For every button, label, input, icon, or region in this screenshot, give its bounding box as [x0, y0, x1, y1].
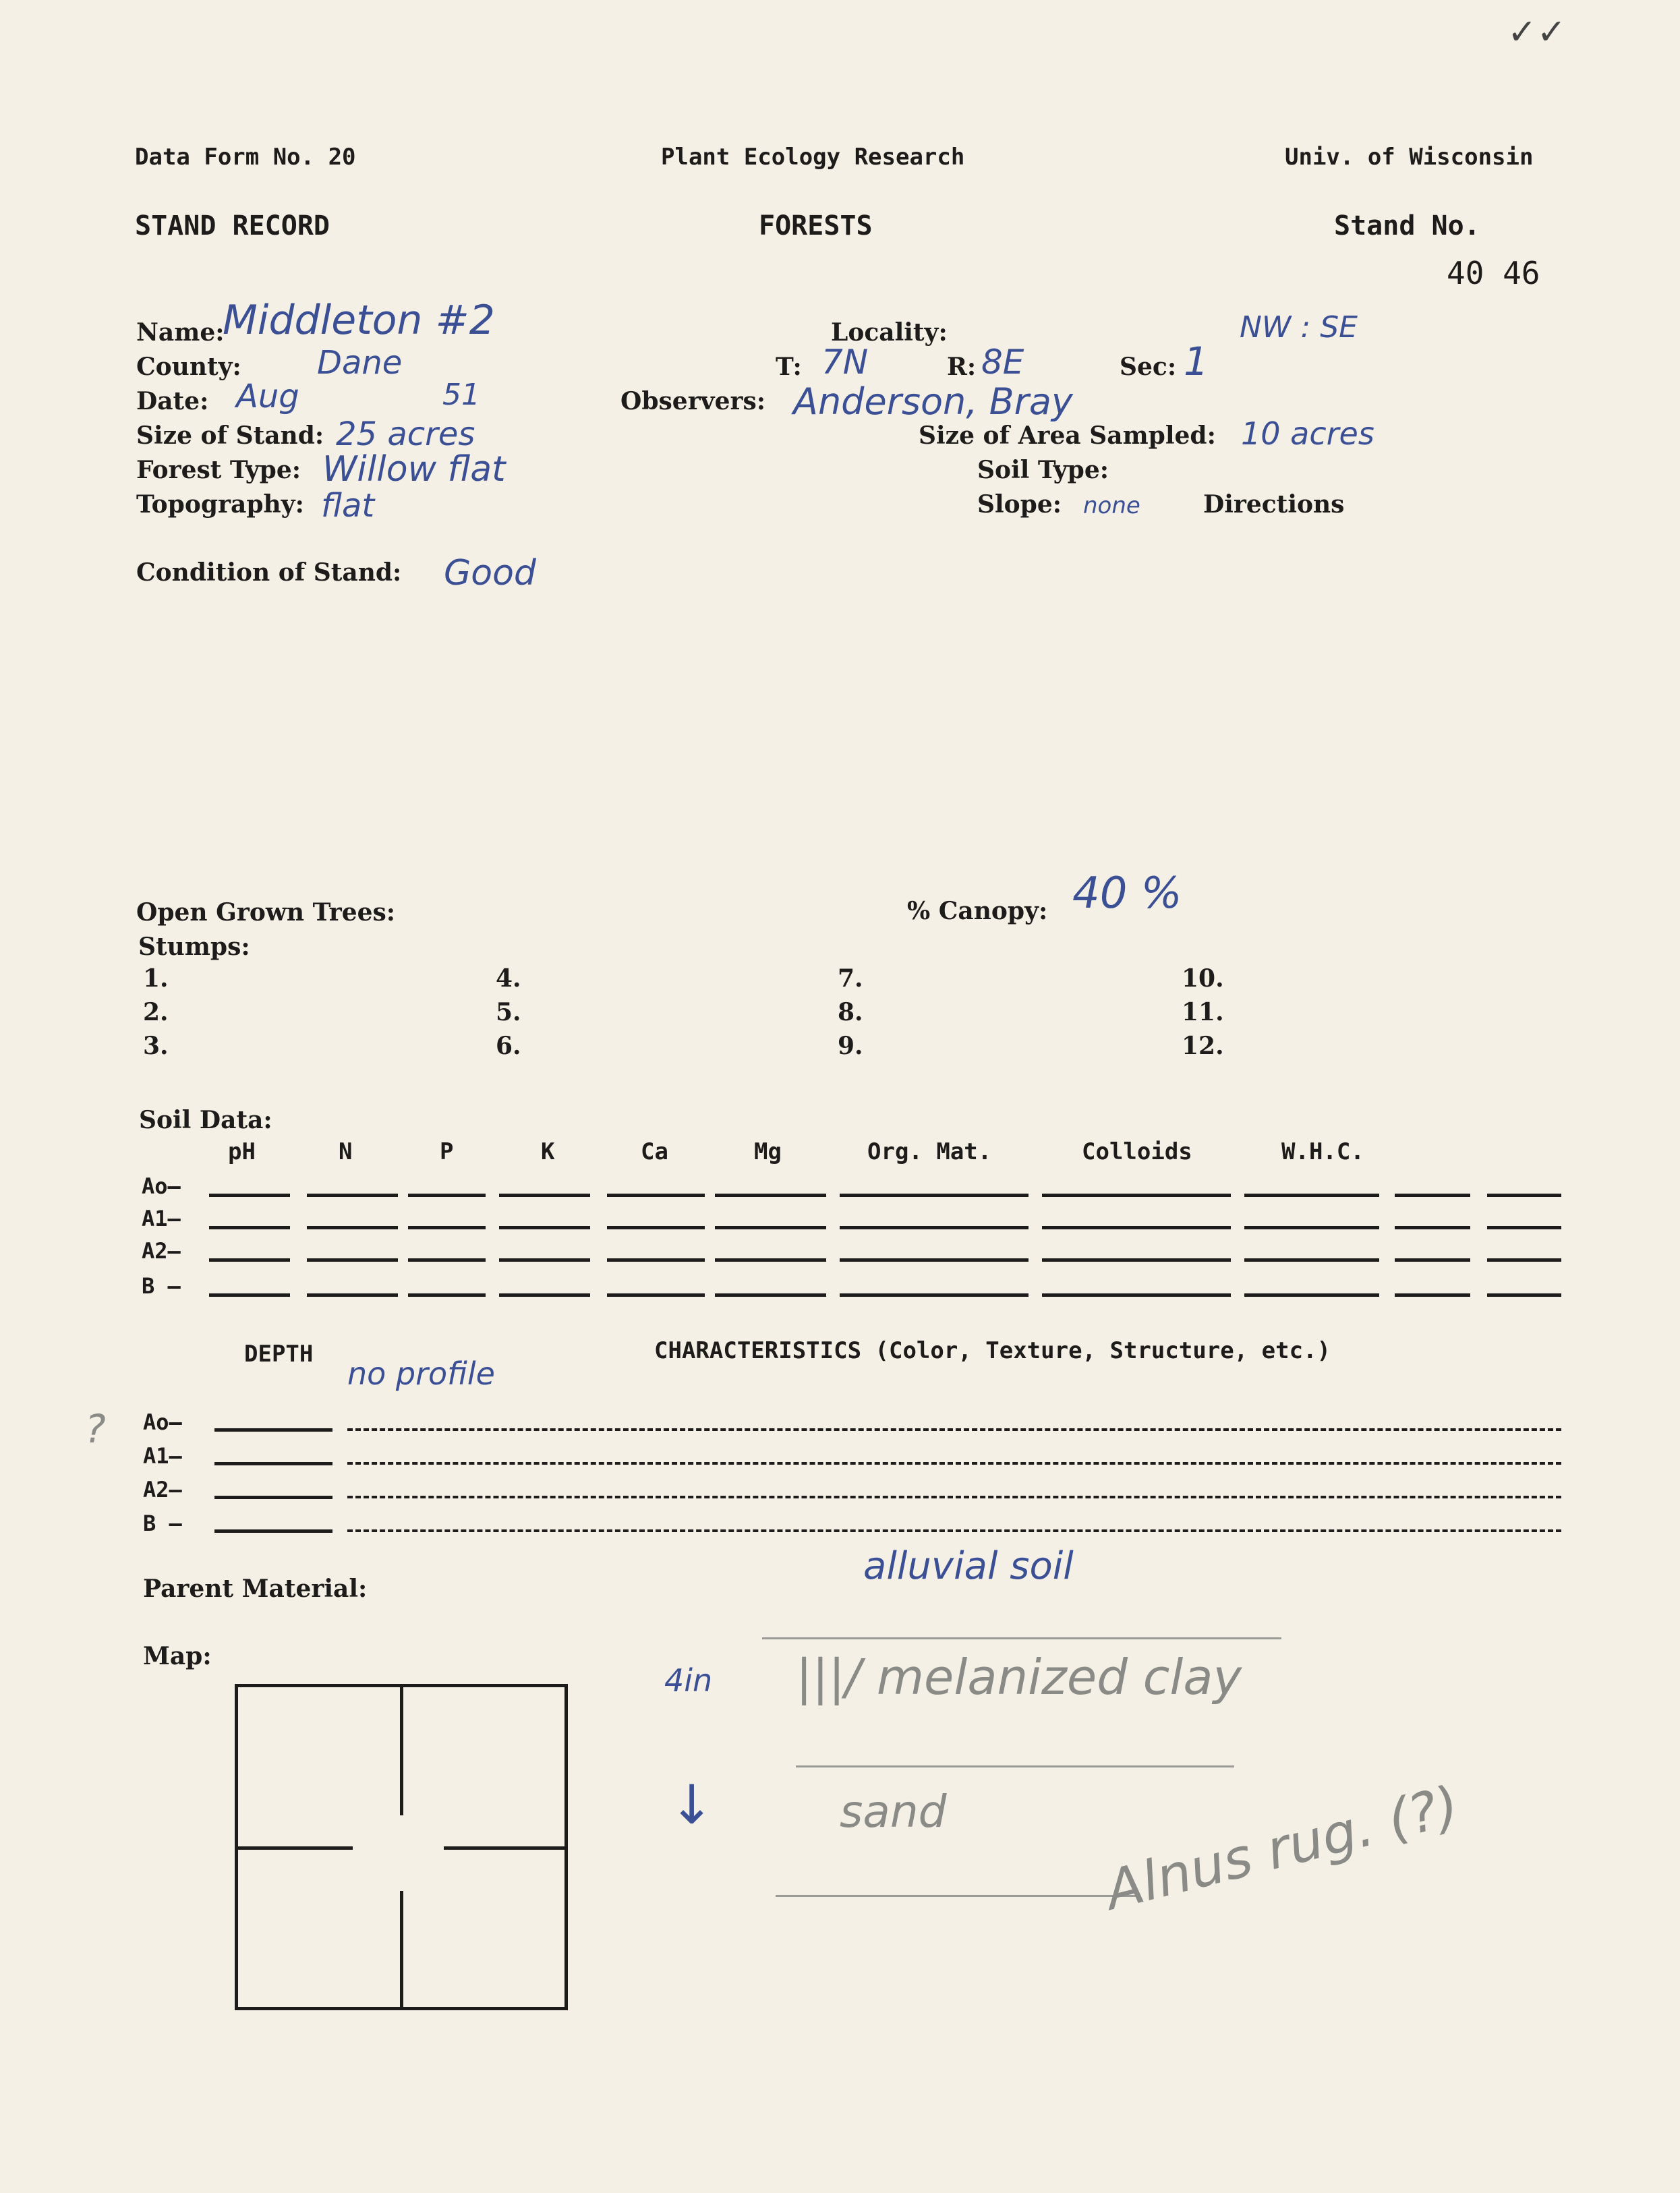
soil-entry-line — [1244, 1258, 1379, 1262]
parent-material-value: alluvial soil — [863, 1544, 1074, 1588]
soil-entry-line — [209, 1194, 290, 1197]
observers-value: Anderson, Bray — [793, 380, 1073, 423]
profile-row-a2: A2— — [143, 1477, 182, 1502]
stand-no-label: Stand No. — [1334, 210, 1480, 241]
soil-entry-line — [840, 1293, 1029, 1297]
soil-entry-line — [499, 1226, 590, 1229]
soil-entry-line — [715, 1293, 826, 1297]
soil-entry-line — [1244, 1194, 1379, 1197]
soil-entry-line — [209, 1258, 290, 1262]
soil-col-whc: W.H.C. — [1281, 1138, 1364, 1165]
soil-entry-line — [607, 1293, 705, 1297]
soil-data-label: Soil Data: — [139, 1106, 272, 1134]
soil-col-ca: Ca — [641, 1138, 668, 1165]
soil-entry-line — [840, 1194, 1029, 1197]
soil-type-label: Soil Type: — [977, 456, 1109, 484]
soil-col-n: N — [339, 1138, 353, 1165]
characteristics-heading: CHARACTERISTICS (Color, Texture, Structure, etc.) — [654, 1337, 1331, 1364]
county-label: County: — [136, 353, 241, 381]
profile-characteristics-line — [347, 1462, 1561, 1465]
soil-entry-line — [715, 1194, 826, 1197]
stump-number: 1. — [143, 964, 169, 993]
soil-col-ph: pH — [228, 1138, 256, 1165]
name-value: Middleton #2 — [223, 297, 495, 344]
soil-entry-line — [1042, 1293, 1231, 1297]
profile-row-b: B — — [143, 1511, 182, 1536]
soil-entry-line — [307, 1194, 398, 1197]
stump-number: 3. — [143, 1032, 169, 1060]
soil-entry-line — [499, 1293, 590, 1297]
soil-entry-line — [1244, 1293, 1379, 1297]
map-line-right — [444, 1846, 565, 1850]
soil-entry-line — [1487, 1226, 1561, 1229]
map-grid — [235, 1684, 568, 2010]
soil-entry-line — [840, 1258, 1029, 1262]
slope-value: none — [1083, 492, 1140, 519]
soil-entry-line — [209, 1226, 290, 1229]
condition-value: Good — [444, 553, 536, 593]
township-label: T: — [776, 353, 802, 381]
down-arrow-icon: ↓ — [669, 1774, 715, 1836]
soil-row-b: B — — [142, 1273, 181, 1299]
forest-type-label: Forest Type: — [136, 456, 301, 484]
stump-number: 8. — [838, 998, 863, 1026]
profile-depth-line — [214, 1428, 332, 1432]
form-number: Data Form No. 20 — [135, 144, 356, 171]
soil-entry-line — [840, 1226, 1029, 1229]
soil-entry-line — [715, 1258, 826, 1262]
soil-col-mg: Mg — [754, 1138, 782, 1165]
locality-value: NW : SE — [1240, 310, 1358, 345]
size-area-value: 10 acres — [1241, 415, 1374, 452]
soil-entry-line — [1244, 1226, 1379, 1229]
date-month-value: Aug — [236, 378, 299, 415]
slope-label: Slope: — [977, 490, 1062, 519]
soil-entry-line — [715, 1226, 826, 1229]
species-note: Alnus rug. (?) — [1099, 1774, 1466, 1923]
stumps-label: Stumps: — [138, 933, 250, 961]
profile-characteristics-line — [347, 1428, 1561, 1431]
map-line-top — [400, 1687, 403, 1815]
soil-row-a2: A2— — [142, 1238, 181, 1264]
profile-characteristics-line — [347, 1529, 1561, 1532]
depth-heading: DEPTH — [244, 1341, 314, 1368]
range-value: 8E — [981, 343, 1024, 382]
soil-col-p: P — [440, 1138, 454, 1165]
forest-type-value: Willow flat — [322, 449, 506, 490]
date-label: Date: — [136, 387, 209, 415]
profile-depth-line — [214, 1529, 332, 1533]
profile-depth-line — [214, 1462, 332, 1465]
stump-number: 4. — [496, 964, 521, 993]
soil-entry-line — [1395, 1258, 1470, 1262]
soil-entry-line — [1395, 1293, 1470, 1297]
observers-label: Observers: — [620, 387, 766, 415]
soil-entry-line — [307, 1226, 398, 1229]
pencil-top-rule — [762, 1637, 1281, 1639]
stump-number: 6. — [496, 1032, 521, 1060]
profile-characteristics-line — [347, 1496, 1561, 1498]
name-label: Name: — [136, 318, 225, 347]
soil-entry-line — [307, 1293, 398, 1297]
profile-row-a1: A1— — [143, 1443, 182, 1469]
canopy-value: 40 % — [1072, 869, 1182, 918]
layer-note-clay: |||/ melanized clay — [796, 1649, 1242, 1705]
stump-number: 11. — [1182, 998, 1224, 1026]
section-label: Sec: — [1120, 353, 1177, 381]
layer-note-sand: sand — [840, 1786, 947, 1838]
size-area-label: Size of Area Sampled: — [919, 421, 1216, 450]
soil-entry-line — [408, 1293, 486, 1297]
university: Univ. of Wisconsin — [1285, 144, 1534, 171]
stump-number: 9. — [838, 1032, 863, 1060]
stump-number: 7. — [838, 964, 863, 993]
parent-material-label: Parent Material: — [143, 1575, 368, 1603]
size-of-stand-label: Size of Stand: — [136, 421, 324, 450]
soil-entry-line — [408, 1194, 486, 1197]
soil-entry-line — [408, 1258, 486, 1262]
soil-entry-line — [499, 1258, 590, 1262]
soil-entry-line — [1395, 1226, 1470, 1229]
stump-number: 12. — [1182, 1032, 1224, 1060]
open-grown-trees-label: Open Grown Trees: — [136, 898, 396, 927]
map-label: Map: — [143, 1642, 212, 1670]
range-label: R: — [947, 353, 977, 381]
soil-entry-line — [1395, 1194, 1470, 1197]
soil-row-ao: Ao— — [142, 1173, 181, 1199]
soil-entry-line — [1042, 1194, 1231, 1197]
map-line-bottom — [400, 1891, 403, 2009]
stump-number: 5. — [496, 998, 521, 1026]
topography-value: flat — [321, 487, 375, 525]
soil-entry-line — [307, 1258, 398, 1262]
stand-no-value: 40 46 — [1447, 255, 1540, 291]
topography-label: Topography: — [136, 490, 304, 519]
profile-depth-line — [214, 1496, 332, 1499]
canopy-label: % Canopy: — [907, 897, 1048, 925]
soil-entry-line — [1487, 1258, 1561, 1262]
township-value: 7N — [821, 343, 869, 382]
organization: Plant Ecology Research — [661, 144, 965, 171]
size-of-stand-value: 25 acres — [336, 415, 475, 453]
soil-col-k: K — [541, 1138, 555, 1165]
soil-entry-line — [1042, 1226, 1231, 1229]
soil-entry-line — [499, 1194, 590, 1197]
margin-question-mark: ? — [85, 1406, 106, 1452]
soil-entry-line — [607, 1258, 705, 1262]
pencil-mid-rule — [796, 1765, 1234, 1767]
forests-heading: FORESTS — [759, 210, 873, 241]
locality-label: Locality: — [831, 318, 948, 347]
date-year-value: 51 — [442, 378, 480, 412]
soil-entry-line — [408, 1226, 486, 1229]
no-profile-note: no profile — [347, 1355, 495, 1392]
profile-row-ao: Ao— — [143, 1409, 182, 1435]
soil-entry-line — [607, 1194, 705, 1197]
soil-entry-line — [607, 1226, 705, 1229]
check-marks: ✓✓ — [1507, 12, 1567, 53]
county-value: Dane — [317, 344, 403, 382]
directions-label: Directions — [1203, 490, 1345, 519]
stump-number: 2. — [143, 998, 169, 1026]
stand-record-heading: STAND RECORD — [135, 210, 330, 241]
depth-note: 4in — [664, 1662, 713, 1699]
condition-label: Condition of Stand: — [136, 558, 402, 587]
soil-entry-line — [1042, 1258, 1231, 1262]
stump-number: 10. — [1182, 964, 1224, 993]
map-line-left — [238, 1846, 353, 1850]
pencil-bottom-rule — [776, 1895, 1140, 1897]
soil-entry-line — [209, 1293, 290, 1297]
soil-entry-line — [1487, 1293, 1561, 1297]
soil-row-a1: A1— — [142, 1206, 181, 1231]
soil-col-colloids: Colloids — [1082, 1138, 1192, 1165]
soil-entry-line — [1487, 1194, 1561, 1197]
section-value: 1 — [1184, 339, 1209, 384]
soil-col-org-mat: Org. Mat. — [867, 1138, 992, 1165]
